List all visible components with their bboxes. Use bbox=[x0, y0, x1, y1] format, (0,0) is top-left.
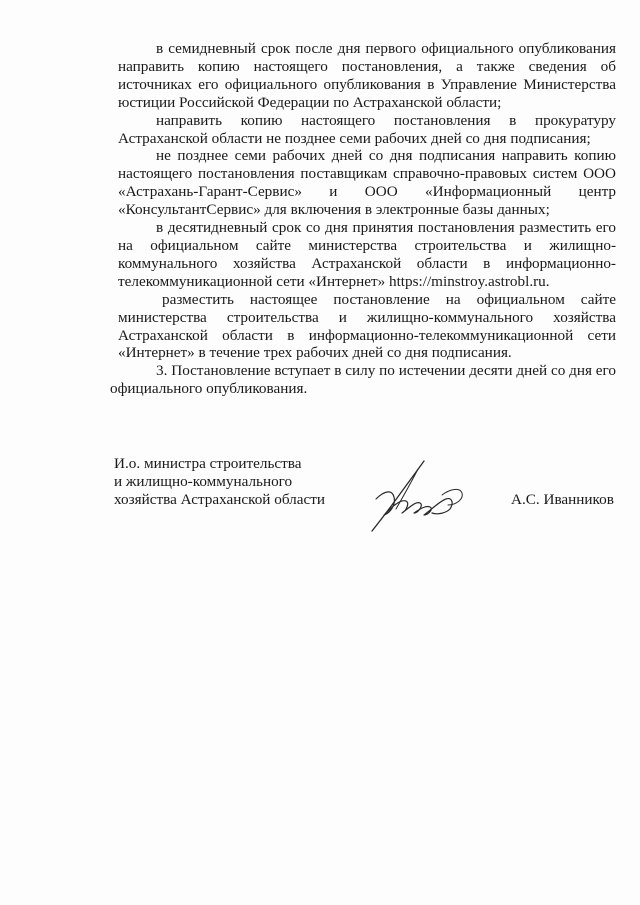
signatory-title-line: И.о. министра строительства bbox=[114, 455, 302, 472]
signatory-title bbox=[114, 455, 334, 509]
paragraph-ministry-site: разместить настоящее постановление на официальном сайте министерства строительства и жилищно-коммунального хозяйства Астраханской области в информационно-телекоммуникационной сети «Интернет» в течение трех рабочих дней со дня подписания. bbox=[118, 290, 616, 362]
paragraph-prosecutor: направить копию настоящего постановления в прокуратуру Астраханской области не позднее семи рабочих дней со дня подписания; bbox=[118, 111, 616, 147]
document-body bbox=[110, 40, 616, 398]
signatory-title-line: и жилищно-коммунального bbox=[114, 473, 293, 490]
paragraph-justice-ministry: в семидневный срок после дня первого официального опубликования направить копию настоящего постановления, а также сведения об источниках его официального опубликования в Управление Министерства юстиции Российской Федерации по Астраханской области; bbox=[118, 40, 616, 111]
paragraph-legal-systems: не позднее семи рабочих дней со дня подписания направить копию настоящего постановления поставщикам справочно-правовых систем ООО «Астрахань-Гарант-Сервис» и ООО «Информационный центр «КонсультантСервис» для включения в электронные базы данных; bbox=[118, 147, 616, 219]
paragraph-official-site-publication: в десятидневный срок со дня принятия постановления разместить его на официальном сайте министерства строительства и жилищно-коммунального хозяйства Астраханской области в информационно-телекоммуникационной сети «Интернет» https://minstroy.astrobl.ru. bbox=[118, 219, 616, 290]
signatory-name: А.С. Иванников bbox=[511, 491, 614, 508]
signatory-title-line: хозяйства Астраханской области bbox=[114, 491, 325, 508]
paragraph-entry-into-force: 3. Постановление вступает в силу по истечении десяти дней со дня его официального опубликования. bbox=[110, 362, 616, 398]
handwritten-signature bbox=[362, 455, 472, 535]
